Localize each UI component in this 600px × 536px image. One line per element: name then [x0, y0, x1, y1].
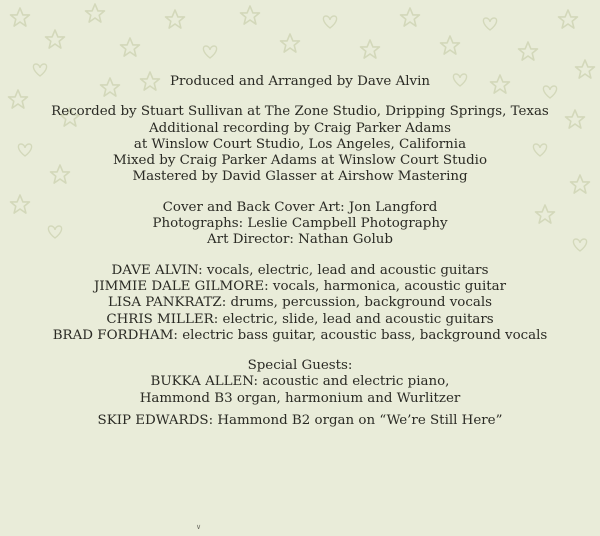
- recording-credit-line: at Winslow Court Studio, Los Angeles, California: [133, 136, 467, 152]
- small-mark-icon: ∨: [196, 523, 202, 531]
- guest-credit: [0, 374, 600, 390]
- musician-name: JIMMIE DALE GILMORE: [93, 278, 265, 294]
- art-director-credit: Art Director: Nathan Golub: [207, 232, 393, 248]
- musician-role: : vocals, harmonica, acoustic guitar: [264, 278, 507, 294]
- musician-credit: [0, 295, 600, 311]
- musician-role: : vocals, electric, lead and acoustic guitars: [198, 262, 489, 278]
- musician-credit: [0, 263, 600, 279]
- guest-credit: [0, 413, 600, 429]
- credits-block: [0, 74, 600, 429]
- photographs-credit: Photographs: Leslie Campbell Photography: [152, 216, 448, 232]
- spacer: [0, 344, 600, 358]
- musician-role: : electric bass guitar, acoustic bass, background vocals: [173, 327, 548, 343]
- musician-name: CHRIS MILLER: [106, 311, 214, 327]
- special-guests-heading: Special Guests:: [247, 358, 353, 374]
- spacer: [0, 249, 600, 263]
- spacer: [0, 90, 600, 104]
- recording-credit-line: Additional recording by Craig Parker Adams: [149, 120, 451, 136]
- guest-role: : acoustic and electric piano,: [253, 374, 450, 390]
- musician-credit: [0, 279, 600, 295]
- mixing-credit-line: Mixed by Craig Parker Adams at Winslow Court Studio: [112, 153, 488, 169]
- guest-credit-continued: Hammond B3 organ, harmonium and Wurlitzer: [139, 390, 461, 406]
- musician-name: DAVE ALVIN: [111, 262, 199, 278]
- recording-credit-line: Recorded by Stuart Sullivan at The Zone Studio, Dripping Springs, Texas: [51, 104, 549, 120]
- cover-art-credit: Cover and Back Cover Art: Jon Langford: [162, 199, 438, 215]
- guest-role: : Hammond B2 organ on “We’re Still Here”: [208, 413, 503, 429]
- musician-name: BRAD FORDHAM: [52, 327, 174, 343]
- musician-credit: [0, 328, 600, 344]
- musician-role: : drums, percussion, background vocals: [221, 295, 492, 311]
- guest-name: SKIP EDWARDS: [97, 413, 209, 429]
- spacer: [0, 186, 600, 200]
- producer-credit: Produced and Arranged by Dave Alvin: [169, 74, 431, 89]
- guest-name: BUKKA ALLEN: [150, 374, 254, 390]
- musician-role: : electric, slide, lead and acoustic guitars: [213, 311, 494, 327]
- musician-name: LISA PANKRATZ: [108, 295, 222, 311]
- mastering-credit-line: Mastered by David Glasser at Airshow Mastering: [132, 169, 468, 185]
- musician-credit: [0, 312, 600, 328]
